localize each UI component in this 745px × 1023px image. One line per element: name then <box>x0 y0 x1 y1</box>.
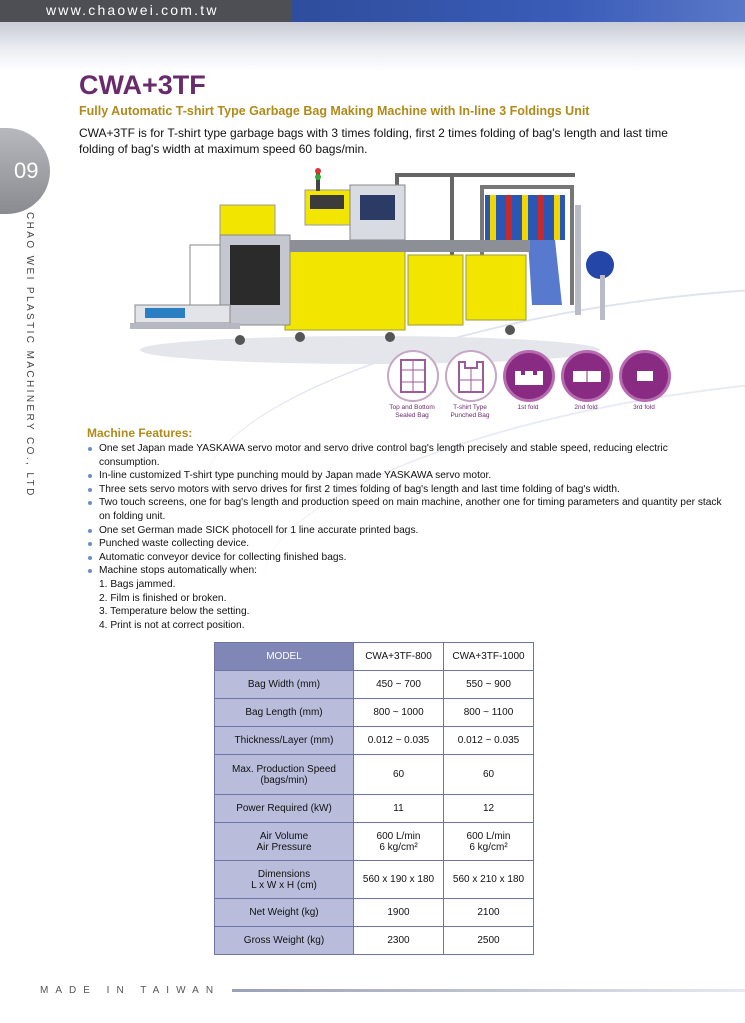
row-label: Power Required (kW) <box>215 795 354 823</box>
cell-value: 11 <box>354 795 444 823</box>
cell-value: 450 ~ 700 <box>354 671 444 699</box>
sealed-bag-icon <box>387 350 439 402</box>
row-label: Gross Weight (kg) <box>215 927 354 955</box>
table-header-row <box>215 643 534 671</box>
cell-value: 600 L/min 6 kg/cm² <box>354 823 444 861</box>
company-vertical-text: CHAO WEI PLASTIC MACHINERY CO., LTD <box>24 212 35 498</box>
header-cell: CWA+3TF-800 <box>354 643 444 671</box>
stop-condition: 4. Print is not at correct position. <box>99 619 245 631</box>
cell-value: 800 ~ 1000 <box>354 699 444 727</box>
row-label: Bag Length (mm) <box>215 699 354 727</box>
row-label: Air Volume Air Pressure <box>215 823 354 861</box>
first-fold-icon <box>503 350 555 402</box>
stop-condition: 3. Temperature below the setting. <box>99 606 250 618</box>
stop-condition: 2. Film is finished or broken. <box>99 592 227 604</box>
punched-bag-icon <box>445 350 497 402</box>
cell-value: 600 L/min 6 kg/cm² <box>444 823 534 861</box>
row-label: Dimensions L x W x H (cm) <box>215 861 354 899</box>
cell-value: 0.012 ~ 0.035 <box>354 727 444 755</box>
table-row <box>215 727 534 755</box>
legend-label: 1st fold <box>517 404 539 411</box>
row-label: Max. Production Speed (bags/min) <box>215 755 354 795</box>
footer-rule <box>232 989 745 992</box>
header-gradient <box>0 22 745 72</box>
row-label: Thickness/Layer (mm) <box>215 727 354 755</box>
spec-table <box>214 642 534 955</box>
cell-value: 560 x 210 x 180 <box>444 861 534 899</box>
feature-item: One set German made SICK photocell for 1 line accurate printed bags. <box>86 524 726 538</box>
table-row <box>215 755 534 795</box>
feature-item: Two touch screens, one for bag's length and production speed on main machine, another one for timing parameters and quantity per stack on folding unit. <box>86 496 726 523</box>
machine-illustration <box>130 165 620 370</box>
cell-value: 550 ~ 900 <box>444 671 534 699</box>
cell-value: 1900 <box>354 899 444 927</box>
legend-label: T-shirt Type Punched Bag <box>450 404 490 419</box>
fold-legend <box>383 350 683 420</box>
legend-label: Top and Bottom Sealed Bag <box>389 404 435 419</box>
table-row <box>215 795 534 823</box>
features-heading: Machine Features: <box>87 426 193 440</box>
feature-item: Punched waste collecting device. <box>86 537 726 551</box>
cell-value: 560 x 190 x 180 <box>354 861 444 899</box>
row-label: Bag Width (mm) <box>215 671 354 699</box>
table-row <box>215 927 534 955</box>
feature-item: Automatic conveyor device for collecting finished bags. <box>86 551 726 565</box>
header-accent-bar <box>292 0 745 22</box>
feature-item: In-line customized T-shirt type punching mould by Japan made YASKAWA servo motor. <box>86 469 726 483</box>
row-label: Net Weight (kg) <box>215 899 354 927</box>
cell-value: 60 <box>354 755 444 795</box>
product-description: CWA+3TF is for T-shirt type garbage bags with 3 times folding, first 2 times folding of bag's length and last time folding of bag's width at maximum speed 60 bags/min. <box>79 126 668 156</box>
table-row <box>215 671 534 699</box>
film-roll <box>485 195 565 240</box>
table-row <box>215 823 534 861</box>
cell-value: 2500 <box>444 927 534 955</box>
page-number: 09 <box>14 158 39 183</box>
table-row <box>215 899 534 927</box>
cell-value: 0.012 ~ 0.035 <box>444 727 534 755</box>
cell-value: 12 <box>444 795 534 823</box>
header-cell: CWA+3TF-1000 <box>444 643 534 671</box>
table-row <box>215 861 534 899</box>
cell-value: 800 ~ 1100 <box>444 699 534 727</box>
features-list <box>86 442 726 632</box>
product-subtitle: Fully Automatic T-shirt Type Garbage Bag Making Machine with In-line 3 Foldings Unit <box>79 104 590 118</box>
table-row <box>215 699 534 727</box>
footer-made-in-taiwan: MADE IN TAIWAN <box>40 985 221 996</box>
cell-value: 2300 <box>354 927 444 955</box>
legend-label: 2nd fold <box>574 404 598 411</box>
website-url: www.chaowei.com.tw <box>46 2 219 18</box>
third-fold-icon <box>619 350 671 402</box>
feature-item: One set Japan made YASKAWA servo motor and servo drive control bag's length precisely and stable speed, reducing electric consumption. <box>86 442 726 469</box>
stop-condition: 1. Bags jammed. <box>99 578 176 590</box>
product-title: CWA+3TF <box>79 70 206 100</box>
legend-label: 3rd fold <box>633 404 655 411</box>
feature-item: Machine stops automatically when: <box>86 564 726 578</box>
header-cell: MODEL <box>215 643 354 671</box>
cell-value: 60 <box>444 755 534 795</box>
second-fold-icon <box>561 350 613 402</box>
feature-item: Three sets servo motors with servo drives for first 2 times folding of bag's length and last time folding of bag's width. <box>86 483 726 497</box>
cell-value: 2100 <box>444 899 534 927</box>
